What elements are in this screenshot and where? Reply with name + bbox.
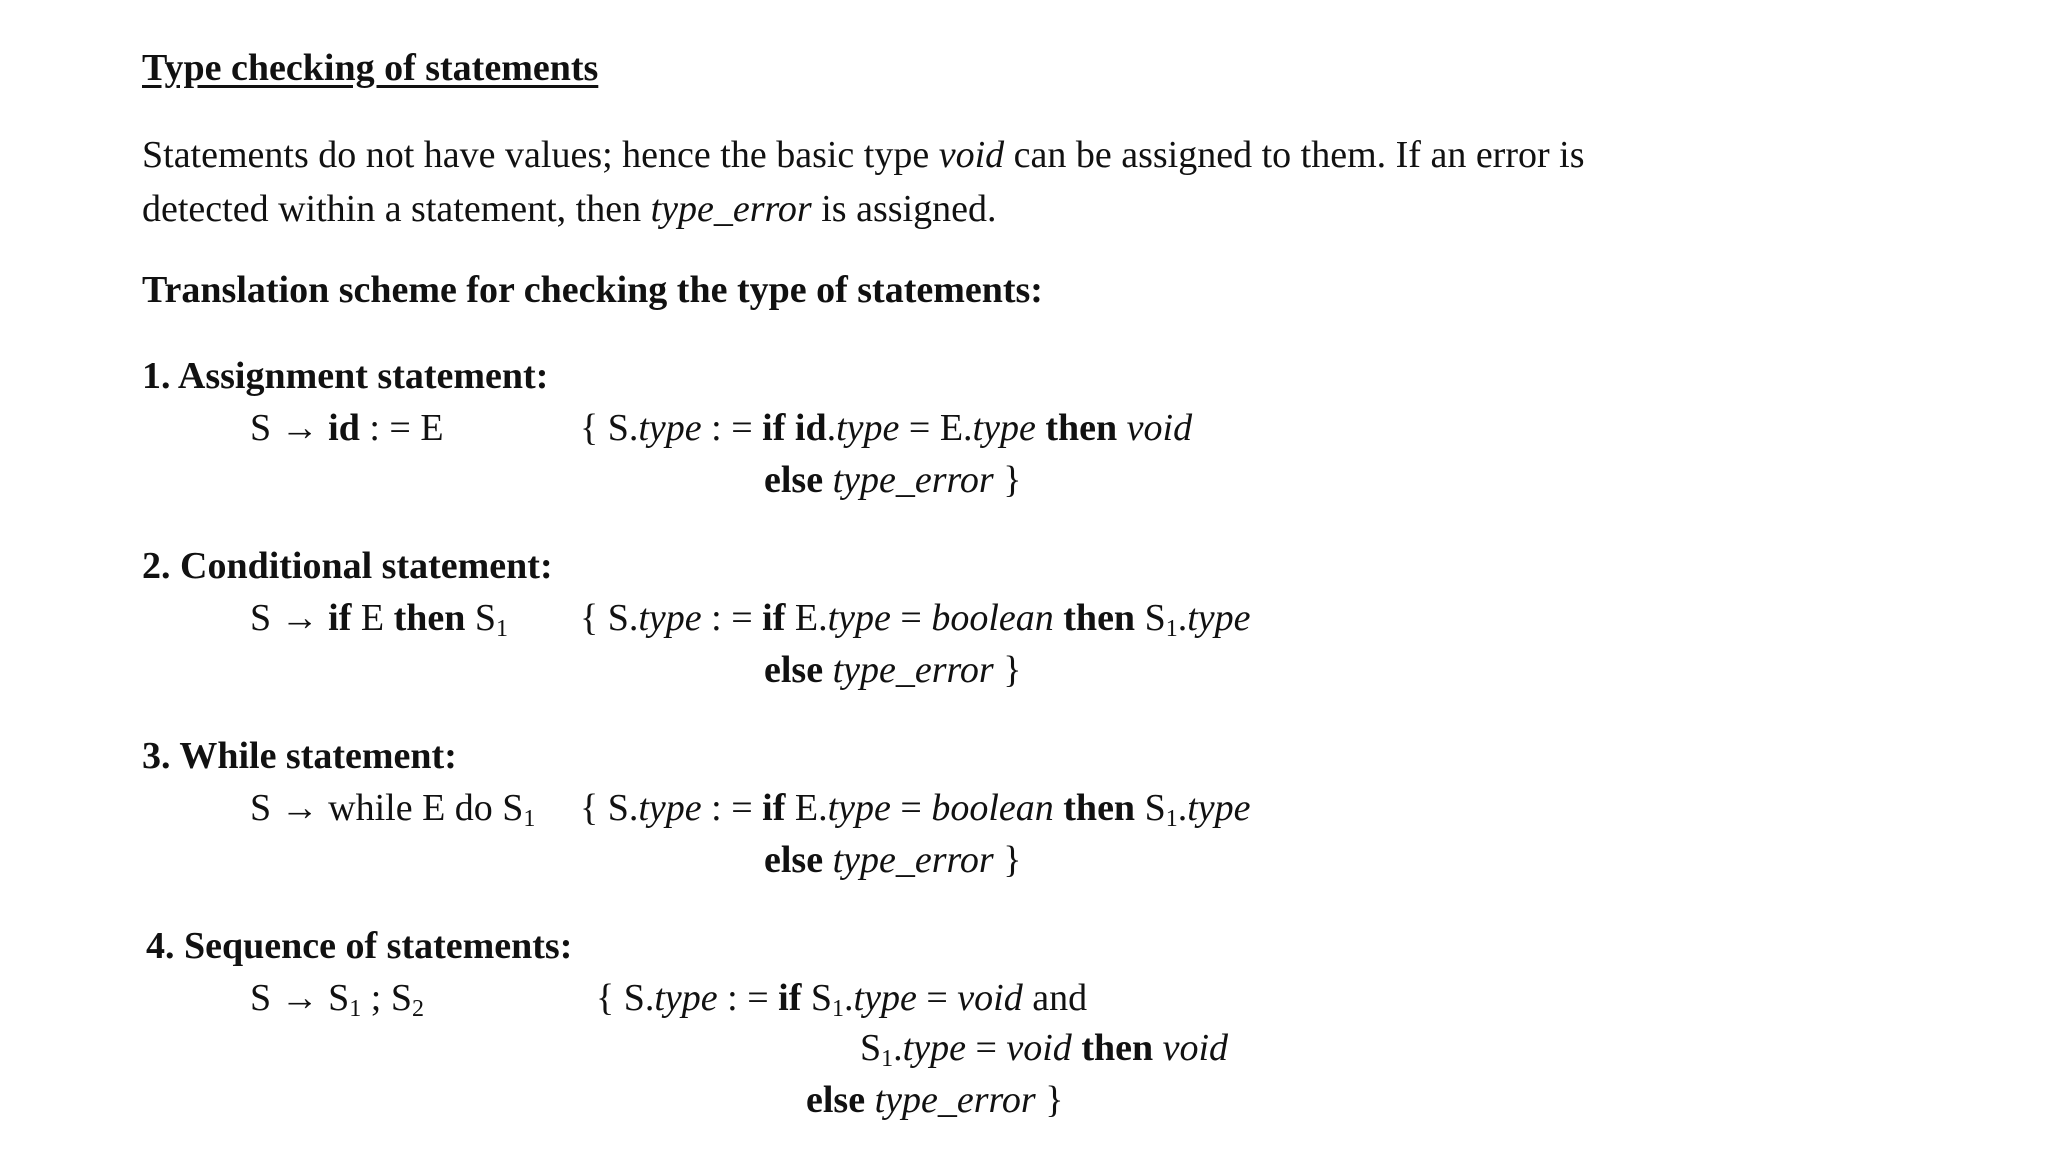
section-4-title: 4. Sequence of statements: bbox=[146, 925, 573, 967]
page-title: Type checking of statements bbox=[142, 47, 599, 89]
intro-paragraph bbox=[142, 128, 1702, 236]
section-4-rule-line-2: $S_1.type$ = void then void bbox=[860, 1027, 1229, 1072]
section-2-production: S → if E then $S_1$ bbox=[250, 597, 509, 642]
intro-line-2: detected within a statement, then type_error is assigned. bbox=[142, 188, 997, 230]
intro-line-1: Statements do not have values; hence the basic type void can be assigned to them. If an error is bbox=[142, 134, 1585, 176]
section-3-rule-line-1: { S.type : = if E.type = boolean then $S_1.type$ bbox=[580, 787, 1251, 832]
section-1-rule-line-1: { S.type : = if id.type = E.type then void bbox=[580, 407, 1193, 449]
section-2-rule-line-2: else type_error } bbox=[764, 649, 1022, 691]
section-4-rule-line-3: else type_error } bbox=[806, 1079, 1064, 1121]
section-3-rule-line-2: else type_error } bbox=[764, 839, 1022, 881]
section-heading: Translation scheme for checking the type of statements: bbox=[142, 269, 1043, 311]
section-1-title: 1. Assignment statement: bbox=[142, 355, 549, 397]
section-4-rule-line-1: { S.type : = if $S_1.type$ = void and bbox=[596, 977, 1088, 1022]
section-1-rule-line-2: else type_error } bbox=[764, 459, 1022, 501]
section-4-production: $S \to S_1$ ; $S_2$ bbox=[250, 977, 424, 1022]
section-1-production: S → id : = E bbox=[250, 407, 444, 449]
section-2-rule-line-1: { S.type : = if E.type = boolean then $S_1.type$ bbox=[580, 597, 1251, 642]
section-3-title: 3. While statement: bbox=[142, 735, 457, 777]
section-3-production: S → while E do $S_1$ bbox=[250, 787, 536, 832]
section-2-title: 2. Conditional statement: bbox=[142, 545, 553, 587]
